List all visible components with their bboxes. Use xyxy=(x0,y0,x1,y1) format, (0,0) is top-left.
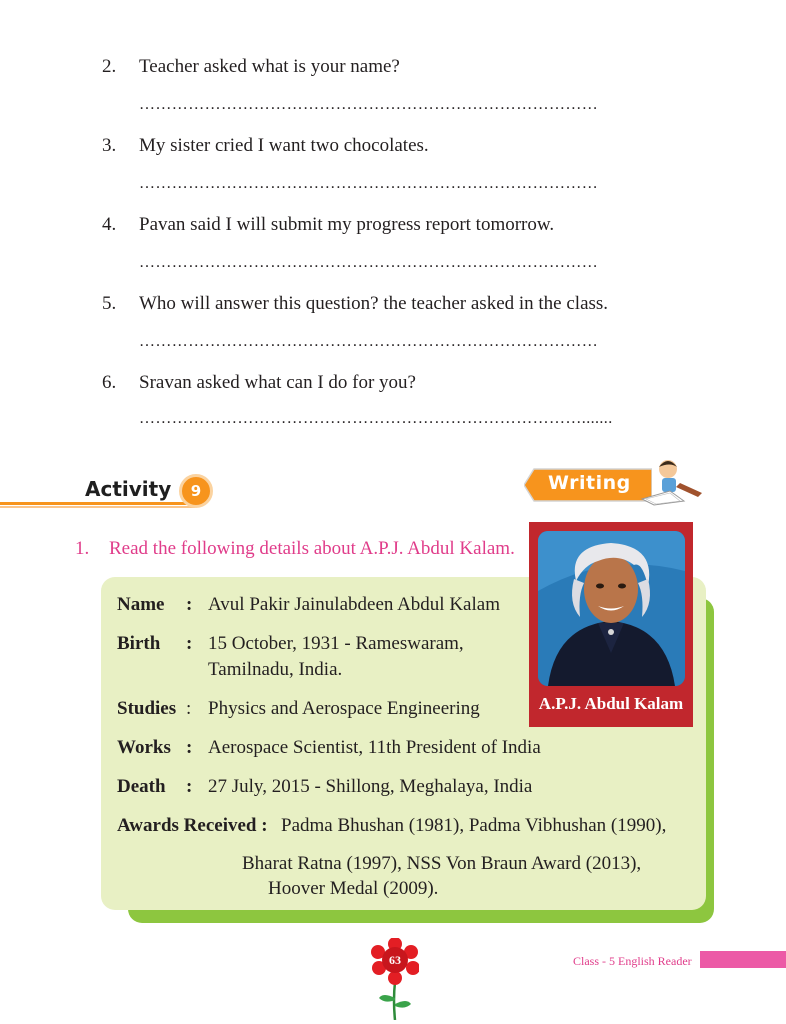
detail-name-value: Avul Pakir Jainulabdeen Abdul Kalam xyxy=(208,594,500,615)
detail-name-label: Name xyxy=(117,594,165,615)
detail-studies-label: Studies xyxy=(117,698,177,719)
question-number: 4. xyxy=(102,214,117,235)
detail-sep: : xyxy=(186,594,193,615)
detail-awards-line1: Padma Bhushan (1981), Padma Vibhushan (1990), xyxy=(281,815,667,836)
detail-works-label: Works xyxy=(117,737,171,758)
footer-accent-bar xyxy=(700,951,786,968)
question-text: Sravan asked what can I do for you? xyxy=(139,372,416,393)
portrait-illustration xyxy=(538,531,685,686)
activity-underline xyxy=(0,500,195,510)
question-text: Teacher asked what is your name? xyxy=(139,56,400,77)
writing-tag-label: Writing xyxy=(548,472,631,494)
book-title: Class - 5 English Reader xyxy=(573,954,692,968)
activity-number-badge: 9 xyxy=(179,474,213,508)
detail-birth-value-line1: 15 October, 1931 - Rameswaram, xyxy=(208,633,464,654)
answer-line[interactable]: ………………………………………………………………………… xyxy=(139,333,599,350)
detail-death-value: 27 July, 2015 - Shillong, Meghalaya, India xyxy=(208,776,533,797)
detail-birth-value-line2: Tamilnadu, India. xyxy=(208,659,343,680)
question-number: 5. xyxy=(102,293,117,314)
question-text: Pavan said I will submit my progress report tomorrow. xyxy=(139,214,555,235)
detail-awards-label: Awards Received : xyxy=(117,815,268,836)
detail-studies-value: Physics and Aerospace Engineering xyxy=(208,698,480,719)
answer-line[interactable]: ………………………………………………………………………....... xyxy=(139,410,613,427)
detail-awards-line3: Hoover Medal (2009). xyxy=(268,878,439,899)
detail-works-value: Aerospace Scientist, 11th President of India xyxy=(208,737,541,758)
page-number: 63 xyxy=(389,953,401,967)
writing-boy-icon xyxy=(640,457,710,507)
detail-sep: : xyxy=(186,698,192,719)
instruction-text: Read the following details about A.P.J. Abdul Kalam. xyxy=(109,538,515,559)
detail-awards-line2: Bharat Ratna (1997), NSS Von Braun Award (2013), xyxy=(242,853,642,874)
answer-line[interactable]: ………………………………………………………………………… xyxy=(139,96,599,113)
question-number: 2. xyxy=(102,56,117,77)
instruction-number: 1. xyxy=(75,538,90,559)
page-number-flower-icon xyxy=(371,938,419,1020)
portrait-caption: A.P.J. Abdul Kalam xyxy=(538,694,684,713)
detail-birth-label: Birth xyxy=(117,633,161,654)
question-number: 6. xyxy=(102,372,117,393)
answer-line[interactable]: ………………………………………………………………………… xyxy=(139,254,599,271)
answer-line[interactable]: ………………………………………………………………………… xyxy=(139,175,599,192)
instruction xyxy=(75,538,515,560)
detail-sep: : xyxy=(186,776,193,797)
question-number: 3. xyxy=(102,135,117,156)
detail-sep: : xyxy=(186,737,193,758)
detail-death-label: Death xyxy=(117,776,166,797)
question-text: Who will answer this question? the teacher asked in the class. xyxy=(139,293,609,314)
detail-sep: : xyxy=(186,633,193,654)
activity-label: Activity xyxy=(85,477,172,501)
portrait-photo xyxy=(538,531,685,686)
question-text: My sister cried I want two chocolates. xyxy=(139,135,429,156)
